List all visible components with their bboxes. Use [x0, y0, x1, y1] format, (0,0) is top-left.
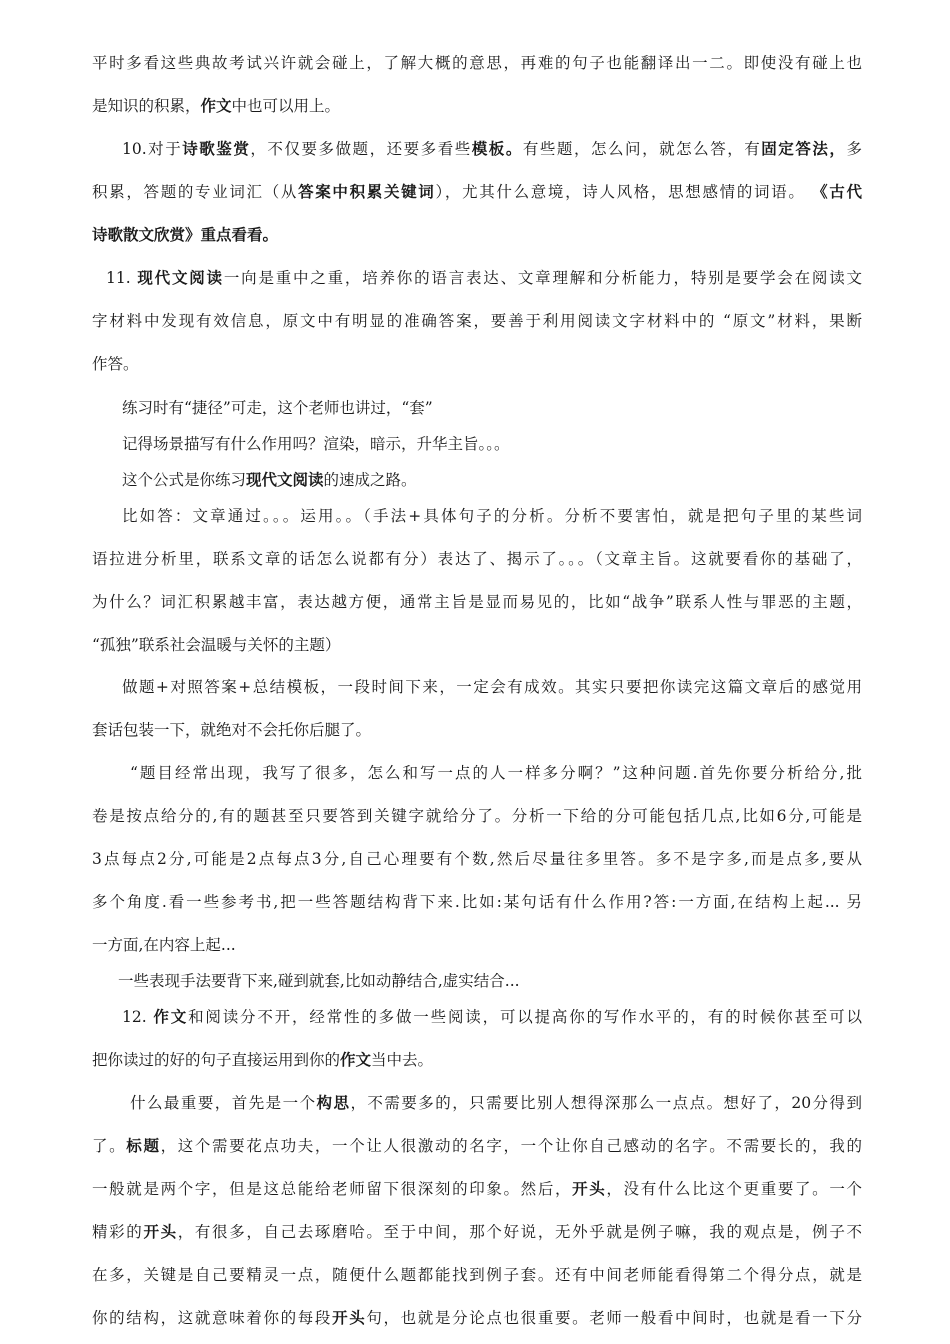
text-line: 练习时有“捷径”可走，这个老师也讲过，“套”: [122, 399, 433, 417]
text-line: 字材料中发现有效信息，原文中有明显的准确答案，要善于利用阅读文字材料中的 “原文”材料，果断: [92, 312, 862, 330]
text-line: 诗歌散文欣赏》重点看看。: [92, 225, 279, 244]
text-line: 一般就是两个字，但是这总能给老师留下很深刻的印象。然后，开头，没有什么比这个更重要了。一个: [92, 1179, 862, 1198]
text-line: 了。标题，这个需要花点功夫，一个让人很激动的名字，一个让你自己感动的名字。不需要长的，我的: [92, 1136, 862, 1155]
text-line: 是知识的积累，作文中也可以用上。: [92, 96, 341, 115]
text-line: [122, 138, 862, 160]
text-line: 做题+对照答案+总结模板，一段时间下来，一定会有成效。其实只要把你读完这篇文章后的感觉用: [122, 678, 862, 696]
text-line: 比如答：文章通过。。。运用。。（手法+具体句子的分析。分析不要害怕，就是把句子里的某些词: [122, 507, 862, 525]
text-line: 积累，答题的专业词汇（从答案中积累关键词），尤其什么意境，诗人风格，思想感情的词语。 《古代: [92, 182, 862, 201]
text-line: 一方面,在内容上起...: [92, 936, 236, 954]
text-line: 在多，关键是自己要精灵一点，随便什么题都能找到例子套。还有中间老师能看得第二个得分点，就是: [92, 1266, 862, 1284]
text-line: 套话包装一下，就绝对不会托你后腿了。: [92, 721, 372, 739]
text-line: 什么最重要，首先是一个构思，不需要多的，只需要比别人想得深那么一点点。想好了，20分得到: [130, 1093, 862, 1112]
text-line: 记得场景描写有什么作用吗？渲染，暗示，升华主旨。。。: [122, 435, 510, 453]
text-line: 为什么？词汇积累越丰富，表达越方便，通常主旨是显而易见的，比如“战争”联系人性与罪恶的主题，: [92, 593, 862, 611]
text-line: 平时多看这些典故考试兴许就会碰上，了解大概的意思，再难的句子也能翻译出一二。即使没有碰上也: [92, 54, 862, 72]
text-line: 一些表现手法要背下来,碰到就套,比如动静结合,虚实结合...: [118, 972, 520, 990]
text-line: 11. 现代文阅读一向是重中之重，培养你的语言表达、文章理解和分析能力，特别是要学会在阅读文: [106, 268, 862, 287]
text-line: 精彩的开头，有很多，自己去琢磨哈。至于中间，那个好说，无外乎就是例子嘛，我的观点是，例子不: [92, 1222, 862, 1241]
text-line: 多个角度.看一些参考书,把一些答题结构背下来.比如:某句话有什么作用?答:一方面,在结构上起... 另: [92, 893, 862, 911]
text-line: 你的结构，这就意味着你的每段开头句，也就是分论点也很重要。老师一般看中间时，也就是看一下分: [92, 1308, 862, 1327]
text-line: 作答。: [92, 355, 139, 373]
text-line: 把你读过的好的句子直接运用到你的作文当中去。: [92, 1050, 434, 1069]
text-line: 卷是按点给分的,有的题甚至只要答到关键字就给分了。分析一下给的分可能包括几点,比如6分,可能是: [92, 807, 862, 825]
item-10-line-1: 10.对于诗歌鉴赏，不仅要多做题，还要多看些模板。有些题，怎么问，就怎么答，有固定答法，多: [122, 139, 862, 158]
text-line: “孤独”联系社会温暖与关怀的主题）: [92, 636, 341, 654]
text-line: “题目经常出现，我写了很多，怎么和写一点的人一样多分啊？”这种问题.首先你要分析给分,批: [130, 764, 862, 782]
text-line: 这个公式是你练习现代文阅读的速成之路。: [122, 470, 417, 489]
text-line: 3点每点2分,可能是2点每点3分,自己心理要有个数,然后尽量往多里答。多不是字多,而是点多,要从: [92, 850, 862, 868]
text-line: 语拉进分析里，联系文章的话怎么说都有分）表达了、揭示了。。。（文章主旨。这就要看你的基础了，: [92, 550, 862, 568]
text-line: 12. 作文和阅读分不开，经常性的多做一些阅读，可以提高你的写作水平的，有的时候你甚至可以: [122, 1007, 862, 1026]
